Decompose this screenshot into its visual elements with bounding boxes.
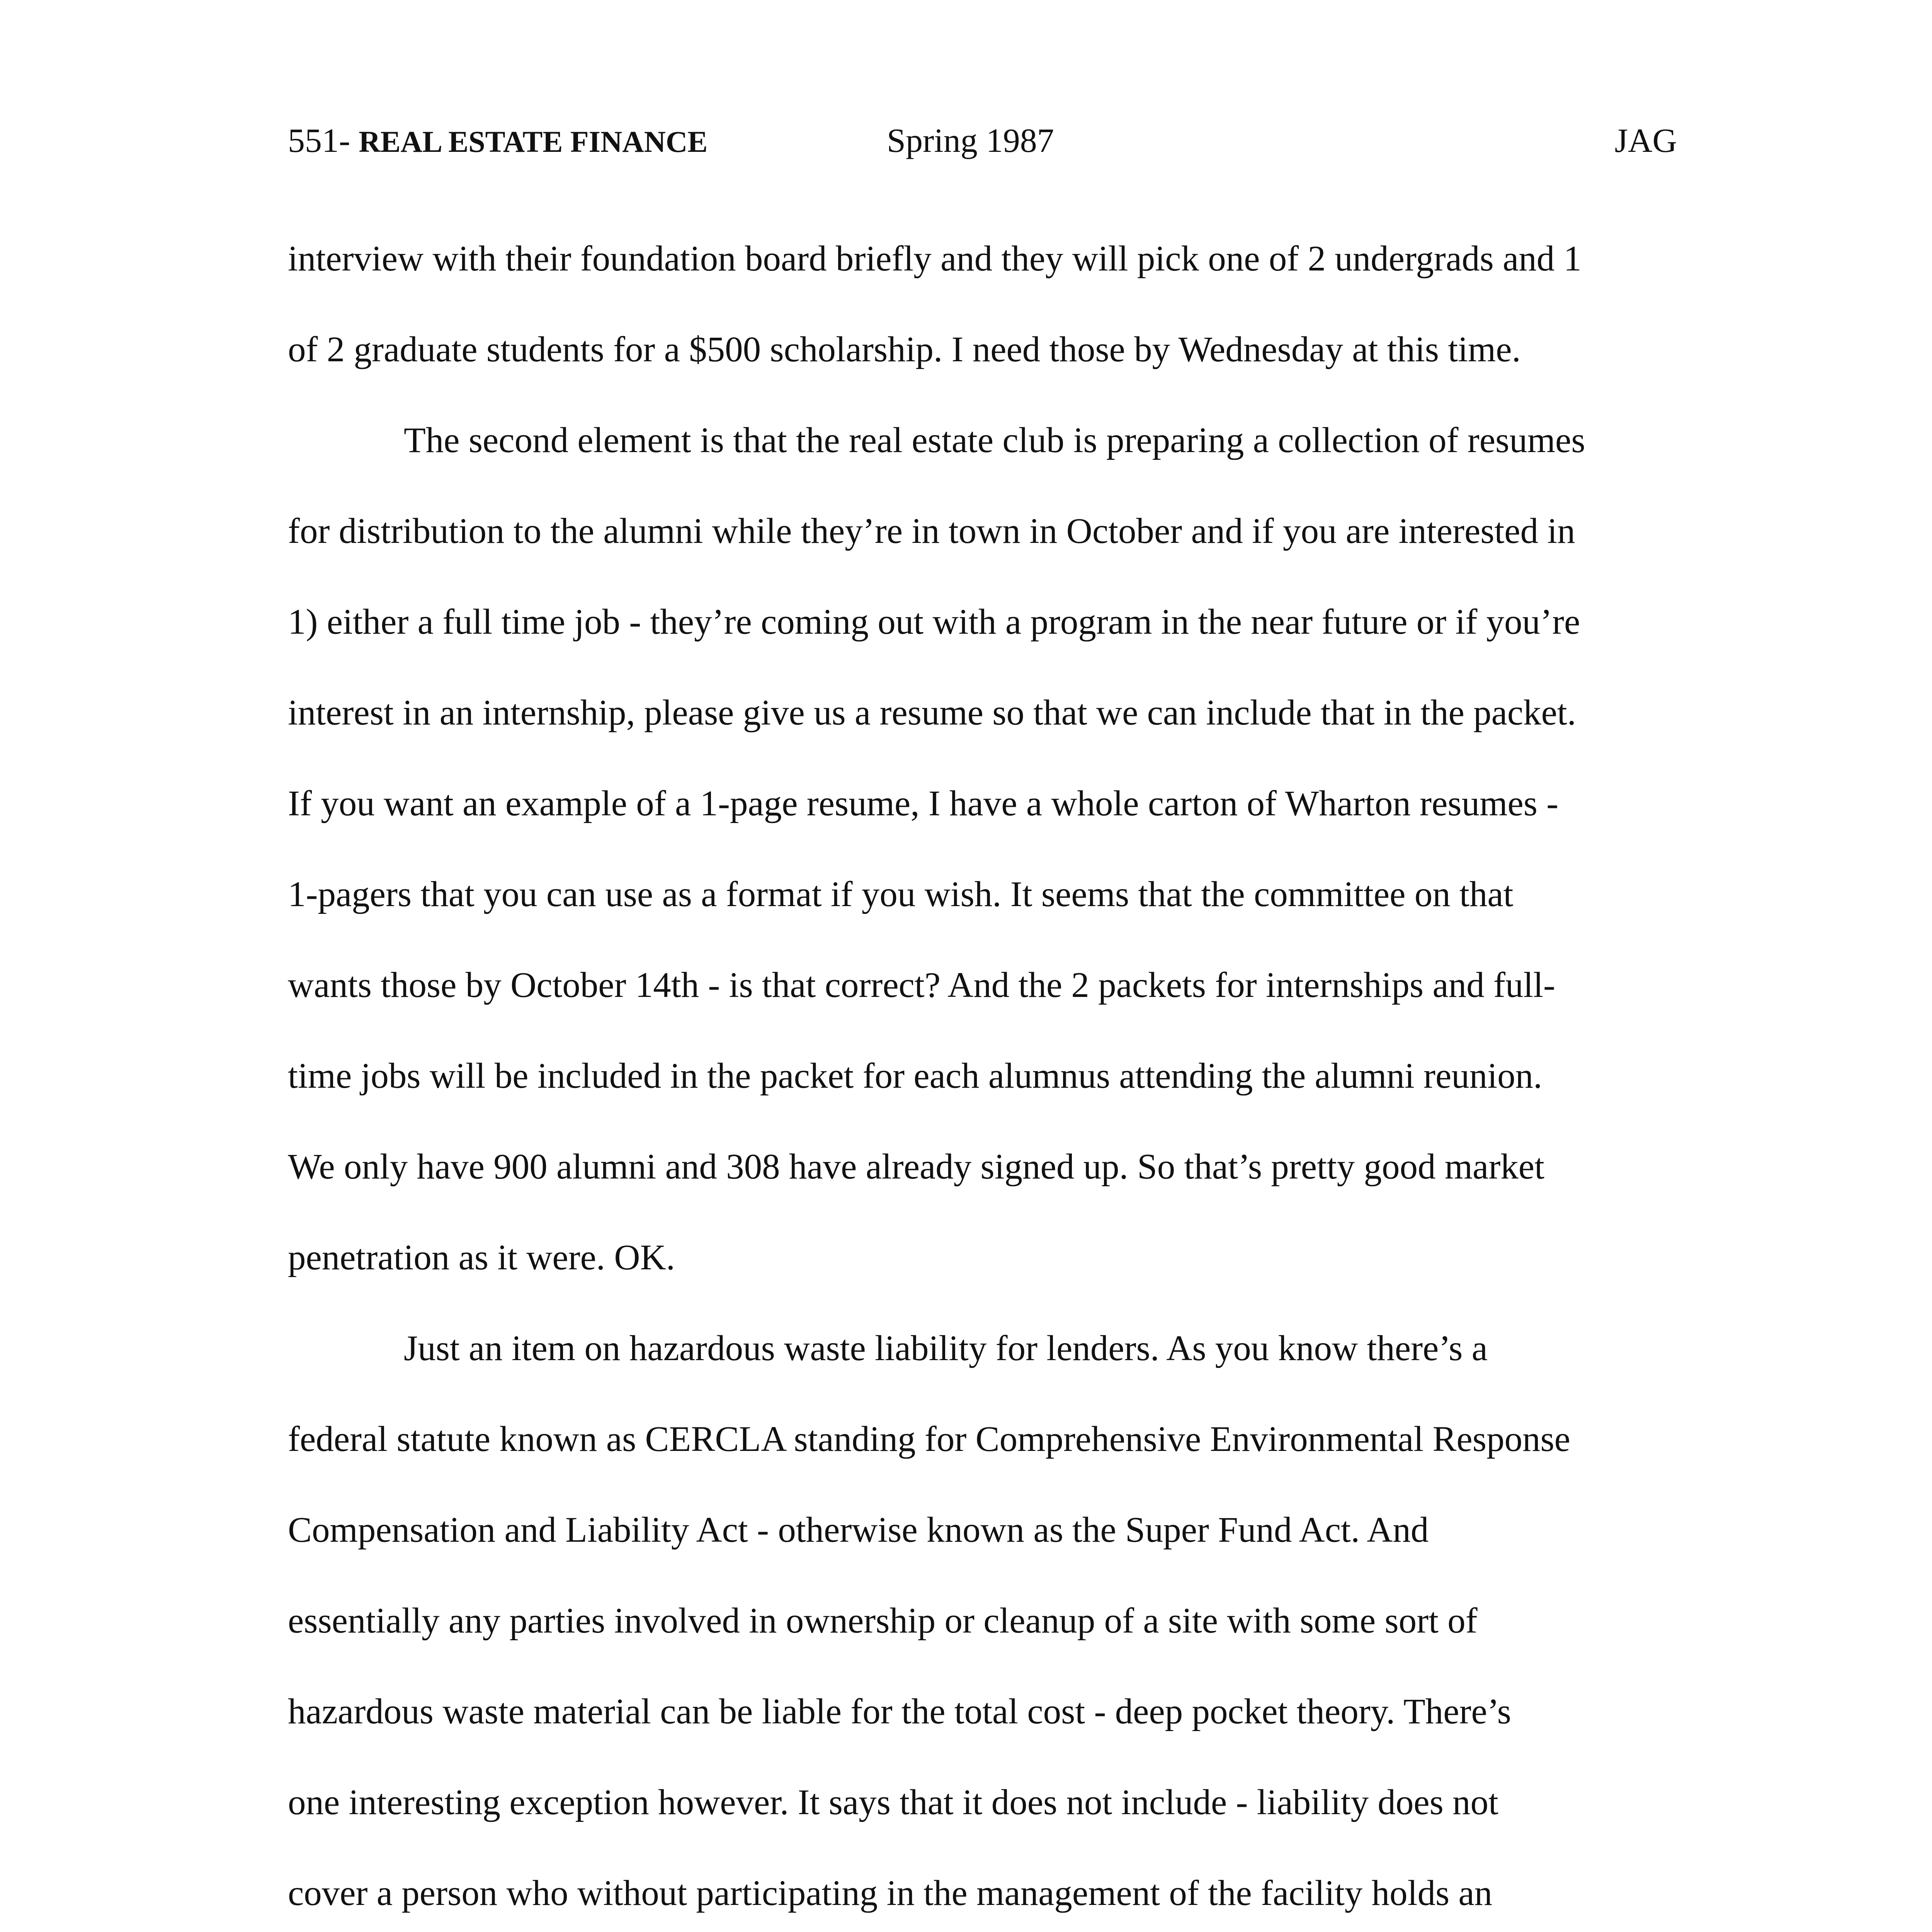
text-line: of 2 graduate students for a $500 scholarship. I need those by Wednesday at this time.	[288, 330, 1521, 369]
text-line: Compensation and Liability Act - otherwise known as the Super Fund Act. And	[288, 1510, 1429, 1550]
text-line: We only have 900 alumni and 308 have already signed up. So that’s pretty good market	[288, 1147, 1544, 1187]
text-line: essentially any parties involved in ownership or cleanup of a site with some sort of	[288, 1601, 1478, 1641]
text-line: time jobs will be included in the packet for each alumnus attending the alumni reunion.	[288, 1056, 1543, 1096]
text-line: Just an item on hazardous waste liability for lenders. As you know there’s a	[404, 1328, 1488, 1368]
text-line: 1-pagers that you can use as a format if you wish. It seems that the committee on that	[288, 874, 1514, 914]
text-line: interview with their foundation board briefly and they will pick one of 2 undergrads and 1	[288, 239, 1582, 279]
text-line: for distribution to the alumni while they’re in town in October and if you are interested in	[288, 511, 1575, 551]
text-line: federal statute known as CERCLA standing for Comprehensive Environmental Response	[288, 1419, 1570, 1459]
text-line: hazardous waste material can be liable for the total cost - deep pocket theory. There’s	[288, 1692, 1511, 1731]
course-header	[288, 116, 707, 167]
course-number: 551-	[288, 122, 359, 160]
term-header: Spring 1987	[887, 122, 1054, 160]
text-line: penetration as it were. OK.	[288, 1238, 675, 1277]
text-line: one interesting exception however. It says that it does not include - liability does not	[288, 1782, 1498, 1822]
text-line: wants those by October 14th - is that correct? And the 2 packets for internships and full-	[288, 965, 1555, 1005]
course-name: REAL ESTATE FINANCE	[359, 125, 708, 158]
text-line: If you want an example of a 1-page resume, I have a whole carton of Wharton resumes -	[288, 784, 1559, 823]
text-line: The second element is that the real estate club is preparing a collection of resumes	[404, 420, 1585, 460]
text-line: 1) either a full time job - they’re coming out with a program in the near future or if you’re	[288, 602, 1580, 642]
text-line: interest in an internship, please give us a resume so that we can include that in the packet.	[288, 693, 1577, 733]
initials-header: JAG	[1614, 122, 1677, 160]
text-line: cover a person who without participating in the management of the facility holds an	[288, 1873, 1493, 1913]
